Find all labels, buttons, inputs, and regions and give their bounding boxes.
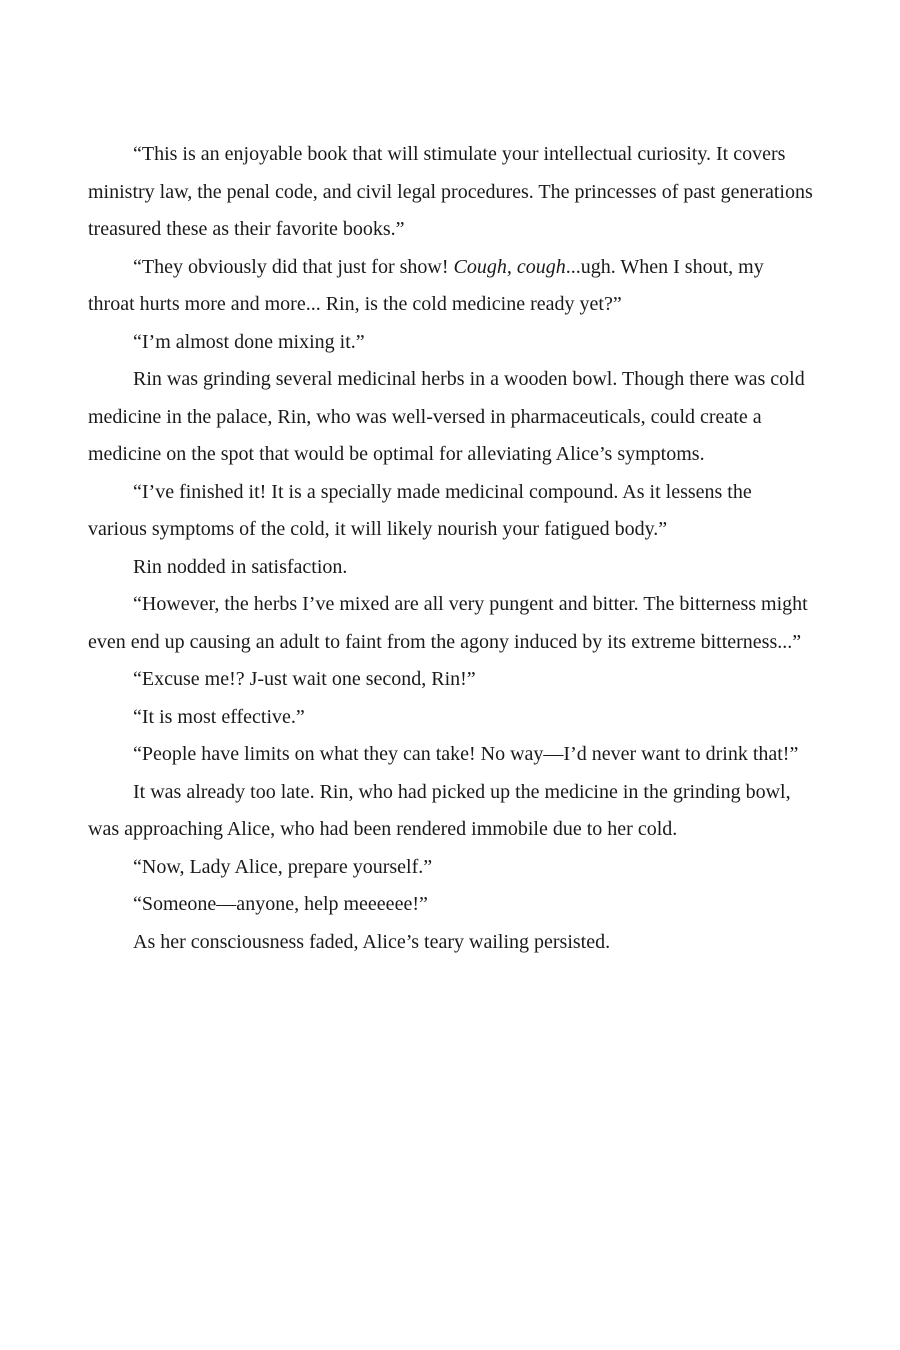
paragraph-text: “They obviously did that just for show!	[133, 255, 454, 278]
paragraph-text: ...ugh. When I shout, my throat hurts more and more... Rin, is the cold medicine ready yet?”	[88, 255, 764, 315]
paragraph: “Someone—anyone, help meeeeee!”	[133, 893, 428, 915]
paragraph: “Now, Lady Alice, prepare yourself.”	[133, 855, 433, 878]
paragraph: Rin nodded in satisfaction.	[133, 555, 348, 578]
paragraph: As her consciousness faded, Alice’s teary wailing persisted.	[133, 930, 611, 953]
paragraph: “However, the herbs I’ve mixed are all very pungent and bitter. The bitterness might even end up causing an adult to faint from the agony induced by its extreme bitterness...”	[88, 593, 808, 653]
paragraph: It was already too late. Rin, who had picked up the medicine in the grinding bowl, was approaching Alice, who had been rendered immobile due to her cold.	[88, 780, 791, 840]
page-body	[88, 136, 814, 961]
paragraph: “I’ve finished it! It is a specially made medicinal compound. As it lessens the various symptoms of the cold, it will likely nourish your fatigued body.”	[88, 480, 752, 540]
paragraph: “It is most effective.”	[133, 705, 305, 728]
paragraph-italic-text: Cough, cough	[453, 255, 566, 278]
paragraph: “This is an enjoyable book that will stimulate your intellectual curiosity. It covers ministry law, the penal code, and civil legal procedures. The princesses of past generations treasured these as their favorite books.”	[88, 143, 813, 240]
paragraph: “I’m almost done mixing it.”	[133, 330, 365, 353]
paragraph: “People have limits on what they can take! No way—I’d never want to drink that!”	[133, 743, 799, 765]
paragraph	[88, 249, 814, 324]
paragraph: “Excuse me!? J-ust wait one second, Rin!”	[133, 668, 476, 690]
paragraph: Rin was grinding several medicinal herbs in a wooden bowl. Though there was cold medicine in the palace, Rin, who was well-versed in pharmaceuticals, could create a medicine on the spot that would be optimal for alleviating Alice’s symptoms.	[88, 368, 805, 465]
